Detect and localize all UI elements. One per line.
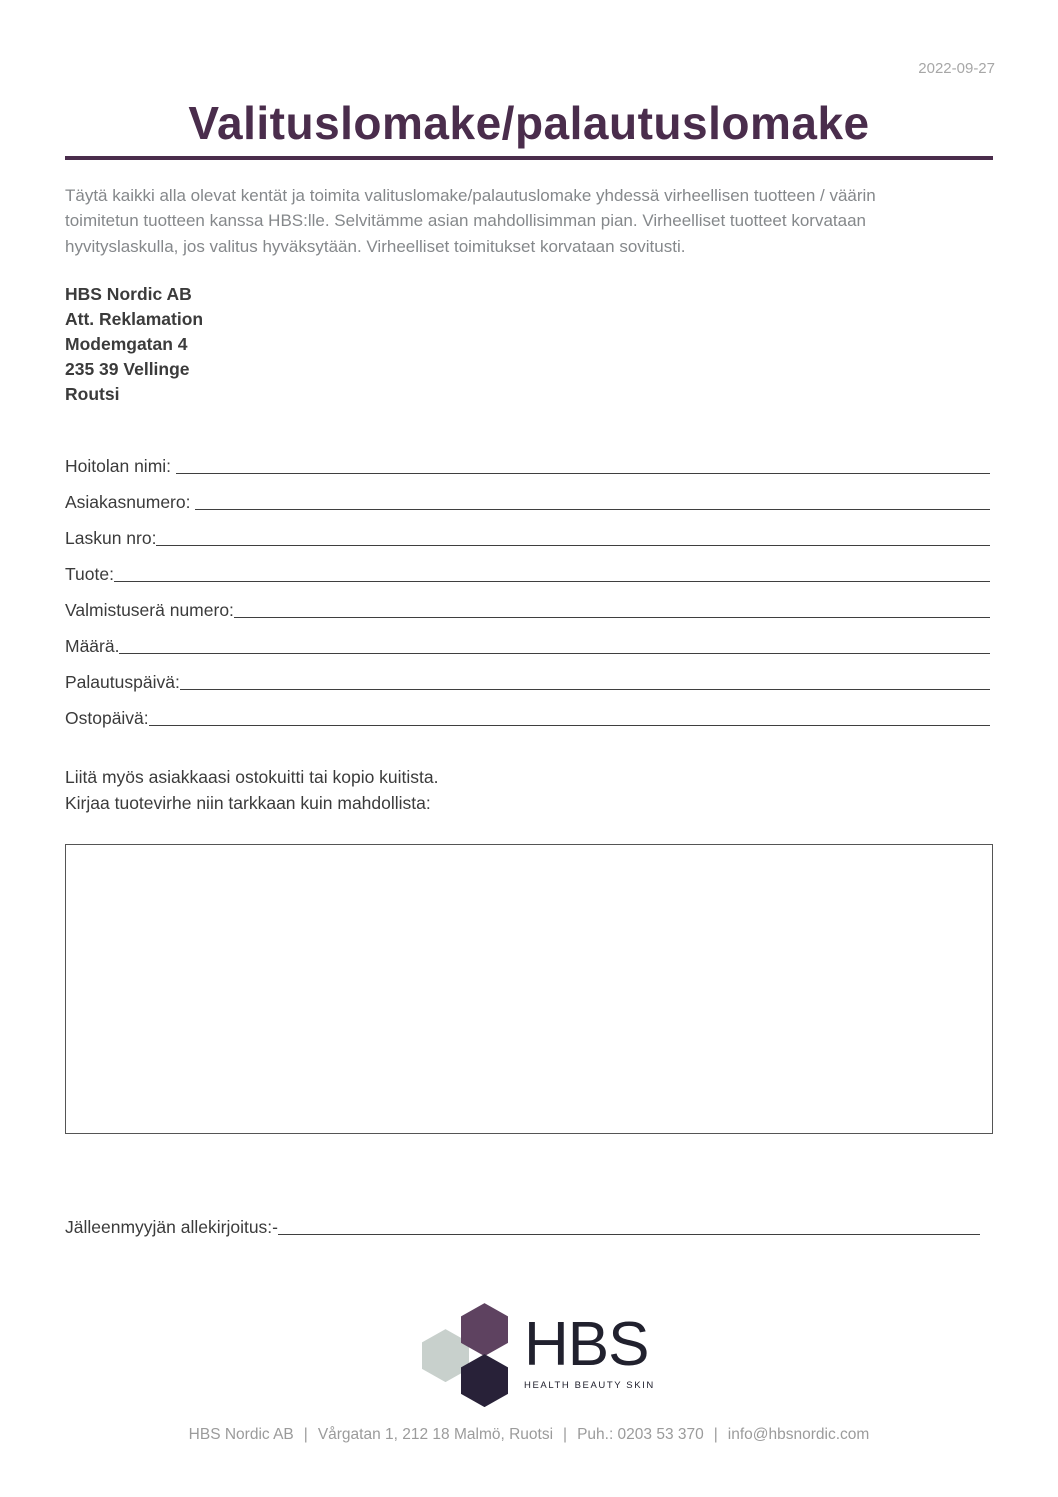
form-fields <box>65 443 990 731</box>
field-blank-line <box>119 653 990 654</box>
footer-separator: | <box>303 1426 308 1444</box>
logo-wordmark: HBS <box>524 1310 649 1380</box>
field-blank-line <box>156 545 990 546</box>
document-header <box>0 98 1058 160</box>
field-label: Hoitolan nimi: <box>65 456 176 477</box>
field-laskun-nro <box>65 515 990 551</box>
attachment-note <box>65 764 990 816</box>
title-underline <box>65 156 993 160</box>
field-asiakasnumero <box>65 479 990 515</box>
field-blank-line <box>234 617 990 618</box>
footer-separator: | <box>563 1426 568 1444</box>
footer-email: info@hbsnordic.com <box>727 1426 870 1444</box>
field-palautuspaiva <box>65 659 990 695</box>
address-line-city: 235 39 Vellinge <box>65 359 190 380</box>
signature-field <box>65 1204 990 1240</box>
field-blank-line <box>176 473 990 474</box>
recipient-address-block <box>65 282 990 407</box>
logo-text-block <box>524 1310 655 1392</box>
field-hoitolan-nimi <box>65 443 990 479</box>
description-box <box>65 844 993 1134</box>
field-valmistusera-numero <box>65 587 990 623</box>
field-maara <box>65 623 990 659</box>
field-blank-line <box>114 581 990 582</box>
field-label: Palautuspäivä: <box>65 672 180 693</box>
hbs-logo <box>422 1302 655 1412</box>
address-line-company: HBS Nordic AB <box>65 284 192 305</box>
page-title: Valituslomake/palautuslomake <box>188 97 870 149</box>
field-label: Määrä. <box>65 636 120 657</box>
note-line-2: Kirjaa tuotevirhe niin tarkkaan kuin mahdollista: <box>65 793 431 814</box>
field-ostopaiva <box>65 695 990 731</box>
footer-phone: Puh.: 0203 53 370 <box>577 1426 704 1444</box>
field-label: Valmistuserä numero: <box>65 600 234 621</box>
address-line-street: Modemgatan 4 <box>65 334 188 355</box>
field-blank-line <box>180 689 990 690</box>
field-tuote <box>65 551 990 587</box>
footer-contact-line <box>0 1426 1058 1444</box>
address-line-att: Att. Reklamation <box>65 309 204 330</box>
intro-paragraph: Täytä kaikki alla olevat kentät ja toimita valituslomake/palautuslomake yhdessä virheellisen tuotteen / väärin toimitetun tuotteen kanssa HBS:lle. Selvitämme asian mahdollisimman pian. Virheelliset tuotteet korvataan hyvityslaskulla, jos valitus hyväksytään. Virheelliset toimitukset korvataan sovitusti. <box>65 185 876 256</box>
field-label: Asiakasnumero: <box>65 492 196 513</box>
footer-address: Vårgatan 1, 212 18 Malmö, Ruotsi <box>317 1426 554 1444</box>
note-line-1: Liitä myös asiakkaasi ostokuitti tai kopio kuitista. <box>65 767 439 788</box>
footer-separator: | <box>713 1426 718 1444</box>
footer-company: HBS Nordic AB <box>188 1426 294 1444</box>
field-blank-line <box>149 725 990 726</box>
document-content <box>0 183 1058 1241</box>
logo-tagline: HEALTH BEAUTY SKIN <box>524 1380 655 1392</box>
field-blank-line <box>195 509 990 510</box>
field-label: Tuote: <box>65 564 114 585</box>
signature-label: Jälleenmyyjän allekirjoitus:- <box>65 1217 278 1238</box>
field-label: Laskun nro: <box>65 528 157 549</box>
document-date: 2022-09-27 <box>918 60 995 77</box>
address-line-country: Routsi <box>65 384 120 405</box>
field-label: Ostopäivä: <box>65 708 149 729</box>
signature-blank-line <box>278 1234 980 1235</box>
